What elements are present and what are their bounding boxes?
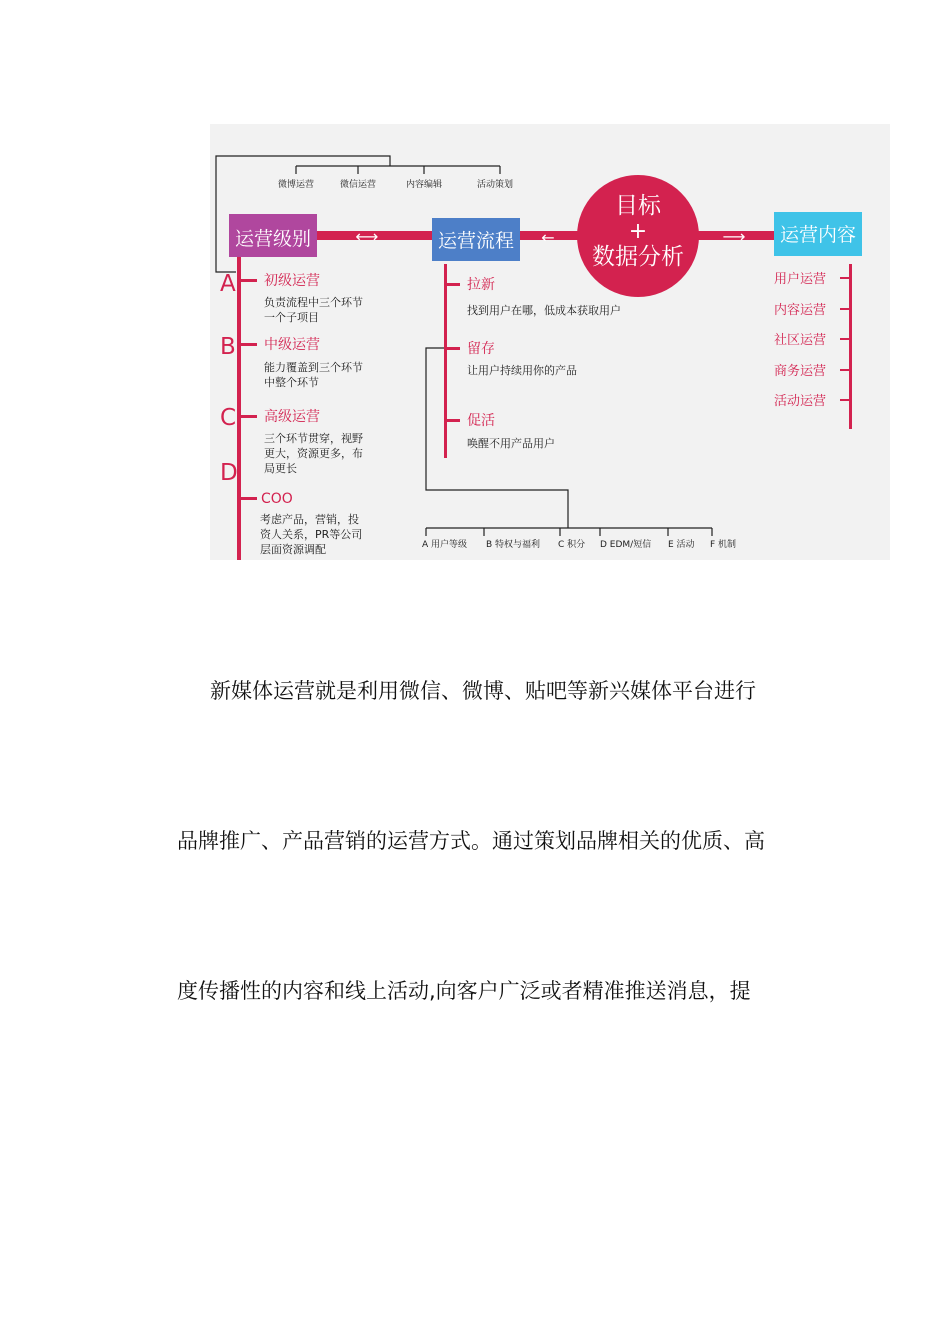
level-title: 初级运营 — [264, 273, 320, 289]
level-desc: 更大，资源更多，布 — [264, 447, 363, 460]
level-title: COO — [261, 491, 293, 507]
left-arrow-icon: ← — [541, 228, 555, 247]
level-letter: A — [220, 271, 236, 297]
process-tick — [447, 347, 460, 350]
content-tick — [840, 369, 850, 371]
content-tick — [840, 308, 850, 310]
level-spine — [237, 256, 241, 560]
double-arrow-icon: ⟷ — [355, 227, 379, 246]
content-item: 商务运营 — [774, 364, 827, 379]
level-title: 中级运营 — [264, 337, 320, 353]
process-tick — [447, 419, 460, 422]
content-tick — [840, 399, 850, 401]
level-tick — [241, 343, 257, 346]
content-item: 活动运营 — [774, 394, 827, 409]
level-desc: 局更长 — [264, 462, 297, 475]
level-desc: 中整个环节 — [264, 376, 319, 389]
content-item: 内容运营 — [774, 303, 827, 318]
level-desc: 考虑产品，营销，投 — [260, 513, 359, 526]
content-spine — [849, 264, 852, 429]
content-tick — [840, 277, 850, 279]
level-desc: 负责流程中三个环节 — [264, 296, 363, 309]
process-spine — [444, 264, 447, 458]
goal-subtitle: 数据分析 — [592, 244, 684, 270]
bottom-tab: F 机制 — [710, 540, 737, 550]
level-letter: C — [220, 405, 237, 431]
level-title: 高级运营 — [264, 409, 320, 425]
process-title: 留存 — [467, 341, 495, 357]
body-paragraph-line: 度传播性的内容和线上活动,向客户广泛或者精准推送消息，提 — [177, 979, 751, 1003]
bottom-tab: C 积分 — [558, 540, 586, 550]
level-letter: D — [220, 460, 238, 486]
goal-title: 目标 — [615, 193, 661, 219]
bottom-tab: E 活动 — [668, 540, 695, 550]
content-item: 用户运营 — [774, 272, 827, 287]
top-tab: 活动策划 — [476, 180, 514, 190]
process-desc: 唤醒不用产品用户 — [467, 437, 555, 450]
process-title: 拉新 — [467, 277, 495, 293]
bottom-tab: A 用户等级 — [422, 540, 468, 550]
level-tick — [241, 279, 257, 282]
process-box-label: 运营流程 — [437, 230, 515, 252]
operations-mind-map — [210, 124, 890, 560]
content-item: 社区运营 — [774, 333, 827, 348]
bottom-tab: D EDM/短信 — [600, 540, 652, 550]
level-desc: 能力覆盖到三个环节 — [264, 361, 363, 374]
goal-plus: + — [628, 219, 648, 244]
level-box-label: 运营级别 — [234, 228, 312, 250]
level-tick — [241, 415, 257, 418]
process-tick — [447, 283, 460, 286]
level-desc: 三个环节贯穿，视野 — [264, 432, 363, 445]
level-letter: B — [220, 334, 236, 360]
bottom-tab: B 特权与福利 — [486, 540, 541, 550]
process-desc: 让用户持续用你的产品 — [467, 364, 577, 377]
content-tick — [840, 338, 850, 340]
level-desc: 一个子项目 — [264, 311, 319, 324]
top-tab: 微博运营 — [277, 180, 315, 190]
level-desc: 层面资源调配 — [260, 543, 326, 556]
process-desc: 找到用户在哪，低成本获取用户 — [467, 304, 621, 317]
top-tab: 微信运营 — [339, 180, 377, 190]
body-paragraph-line: 新媒体运营就是利用微信、微博、贴吧等新兴媒体平台进行 — [210, 679, 756, 703]
body-paragraph-line: 品牌推广、产品营销的运营方式。通过策划品牌相关的优质、高 — [177, 829, 765, 853]
content-box-label: 运营内容 — [779, 224, 857, 246]
level-tick — [241, 497, 257, 500]
right-arrow-icon: ⟶ — [722, 227, 746, 246]
process-title: 促活 — [467, 413, 495, 429]
top-tab: 内容编辑 — [405, 180, 443, 190]
level-desc: 资人关系，PR等公司 — [260, 528, 363, 541]
